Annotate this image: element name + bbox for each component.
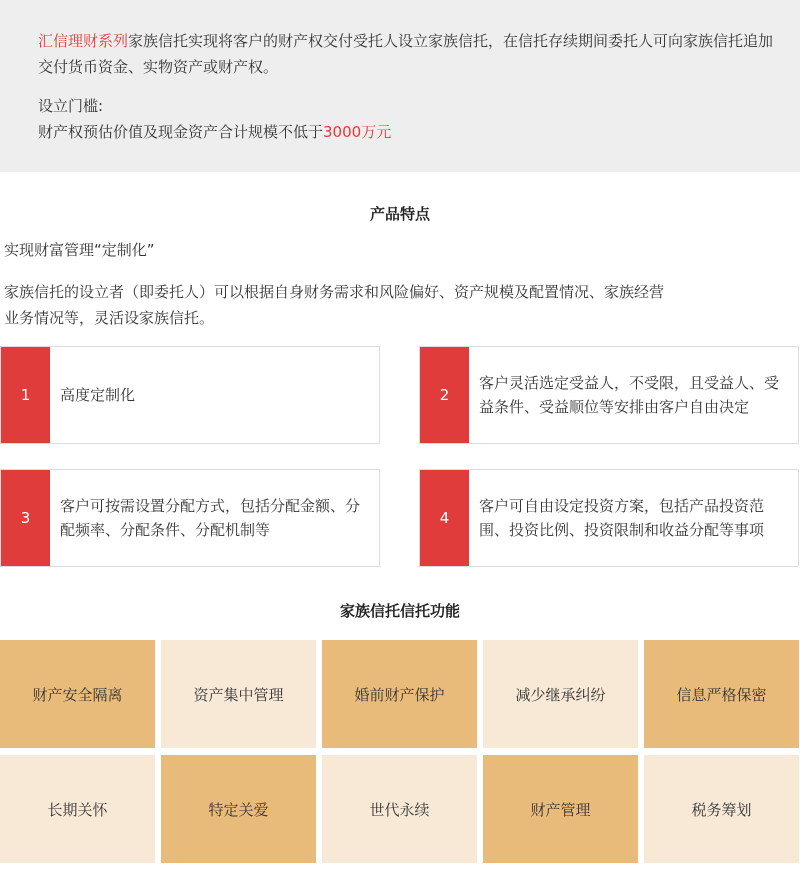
- intro-body-text: 家族信托实现将客户的财产权交付受托人设立家族信托，在信托存续期间委托人可向家族信托追加交付货币资金、实物资产或财产权。: [38, 32, 774, 76]
- function-tile: 长期关怀: [0, 755, 155, 863]
- feature-text: 客户灵活选定受益人，不受限，且受益人、受益条件、受益顺位等安排由客户自由决定: [479, 374, 780, 416]
- feature-number-badge: 4: [420, 470, 469, 566]
- feature-text: 客户可自由设定投资方案，包括产品投资范围、投资比例、投资限制和收益分配等事项: [479, 497, 765, 539]
- function-tile: 财产安全隔离: [0, 640, 155, 748]
- threshold-label: 设立门槛:: [38, 97, 104, 115]
- threshold-amount: 3000万元: [323, 123, 392, 141]
- feature-number-badge: 2: [420, 347, 469, 443]
- functions-title: 家族信托信托功能: [339, 602, 460, 620]
- threshold-text: [38, 119, 391, 145]
- feature-text: 客户可按需设置分配方式，包括分配金额、分配频率、分配条件、分配机制等: [60, 497, 361, 539]
- feature-text: 高度定制化: [60, 386, 136, 404]
- function-tile: 税务筹划: [644, 755, 799, 863]
- function-tile: 财产管理: [483, 755, 638, 863]
- feature-card-1: [0, 346, 380, 444]
- features-subtitle: 实现财富管理“定制化”: [4, 241, 155, 259]
- intro-description: [38, 28, 778, 80]
- function-tile: 减少继承纠纷: [483, 640, 638, 748]
- intro-panel: [0, 0, 800, 172]
- features-description: 家族信托的设立者（即委托人）可以根据自身财务需求和风险偏好、资产规模及配置情况、家族经营业务情况等，灵活设家族信托。: [4, 283, 665, 327]
- threshold-body: 财产权预估价值及现金资产合计规模不低于: [38, 123, 324, 141]
- features-title: 产品特点: [369, 205, 430, 223]
- feature-card-3: [0, 469, 380, 567]
- feature-card-4: [419, 469, 799, 567]
- feature-number-badge: 1: [1, 347, 50, 443]
- function-tile: 特定关爱: [161, 755, 316, 863]
- function-tile: 婚前财产保护: [322, 640, 477, 748]
- feature-card-2: [419, 346, 799, 444]
- function-tile: 信息严格保密: [644, 640, 799, 748]
- feature-number-badge: 3: [1, 470, 50, 566]
- brand-series-link[interactable]: 汇信理财系列: [38, 32, 129, 50]
- function-tile: 世代永续: [322, 755, 477, 863]
- function-tile: 资产集中管理: [161, 640, 316, 748]
